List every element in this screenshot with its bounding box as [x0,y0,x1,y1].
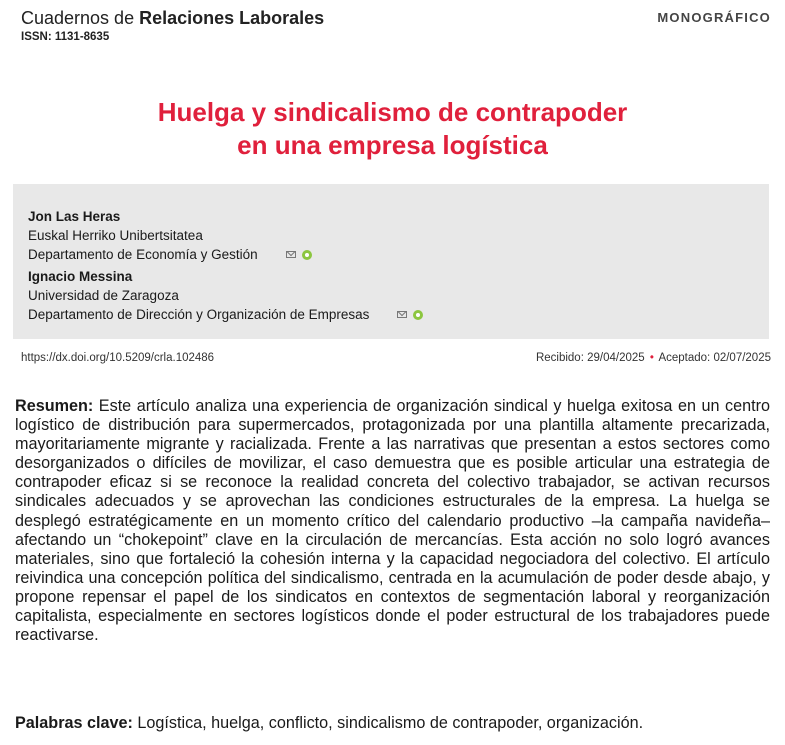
author-name: Ignacio Messina [28,269,133,284]
dates [536,352,771,364]
author-affiliation: Euskal Herriko Unibertsitatea [28,228,203,243]
keywords-text: Logística, huelga, conflicto, sindicalismo de contrapoder, organización. [137,714,644,732]
article-title-line-2: en una empresa logística [237,130,548,160]
authors-box [13,184,769,339]
accepted-date: Aceptado: 02/07/2025 [658,352,771,364]
author-affiliation: Universidad de Zaragoza [28,288,179,303]
author-block [28,207,312,264]
author-department: Departamento de Dirección y Organización de Empresas [28,307,370,322]
orcid-icon[interactable] [302,250,312,260]
article-title-line-1: Huelga y sindicalismo de contrapoder [157,97,628,127]
received-date: Recibido: 29/04/2025 [535,352,645,364]
envelope-icon[interactable] [286,251,296,258]
doi-link[interactable]: https://dx.doi.org/10.5209/crla.102486 [21,352,215,364]
section-tag: MONOGRÁFICO [657,10,771,25]
journal-name-prefix: Cuadernos de [21,8,140,28]
abstract-label: Resumen: [15,397,99,415]
author-department: Departamento de Economía y Gestión [28,247,258,262]
journal-header [21,8,771,43]
date-separator: • [649,352,654,364]
abstract [15,397,770,645]
journal-name-bold: Relaciones Laborales [139,8,325,28]
issn: ISSN: 1131-8635 [21,31,110,43]
abstract-text: Este artículo analiza una experiencia de organización sindical y huelga exitosa en un centro logístico de distribución para supermercados, protagonizada por una plantilla altamente precarizada, mayoritariamente migrante y racializada. Frente a las narrativas que presentan a estos sectores como desorganizados o difíciles de movilizar, el caso demuestra que es posible articular una estrategia de contrapoder eficaz si se reconoce la realidad concreta del colectivo trabajador, se activan recursos sindicales adecuados y se aprovechan las condiciones estructurales de la empresa. La huelga se desplegó estratégicamente en un momento crítico del calendario productivo –la campaña navideña– afectando un “chokepoint” clave en la circulación de mercancías. Esta acción no solo logró avances materiales, sino que fortaleció la cohesión interna y la capacidad negociadora del colectivo. El artículo reivindica una concepción política del sindicalismo, centrada en la acumulación de poder desde abajo, y propone repensar el papel de los sindicatos en contextos de segmentación laboral y reorganización capitalista, especialmente en sectores logísticos donde el poder estructural de los trabajadores puede reactivarse. [15,397,770,645]
keywords-label: Palabras clave: [15,714,138,732]
author-department-row [28,305,423,324]
article-title [0,96,785,162]
orcid-icon[interactable] [413,310,423,320]
article-meta [21,352,771,364]
keywords [15,714,775,733]
envelope-icon[interactable] [397,311,407,318]
author-block [28,267,423,324]
author-name: Jon Las Heras [28,209,121,224]
author-department-row [28,245,312,264]
